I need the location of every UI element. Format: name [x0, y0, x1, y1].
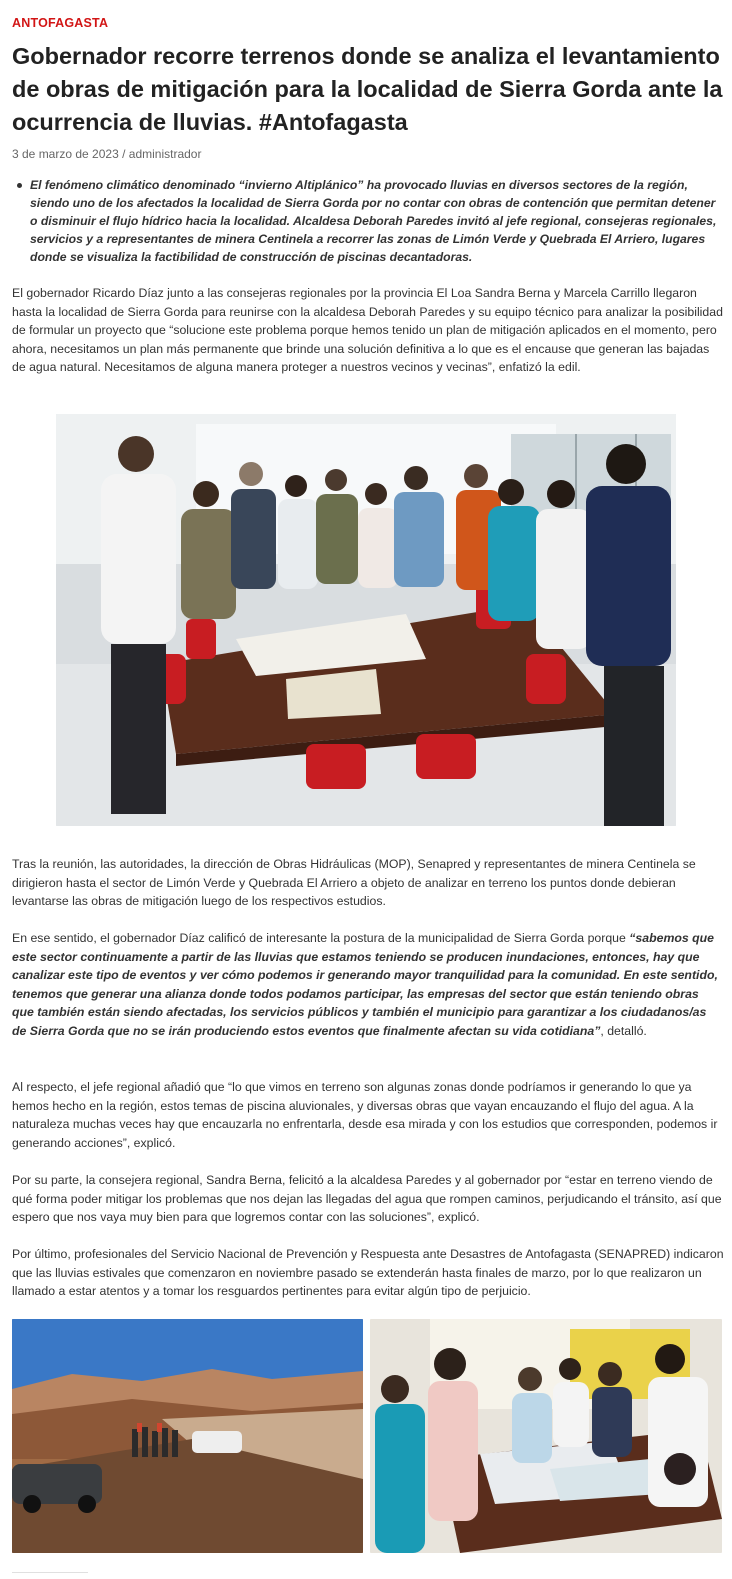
paragraph-4: Al respecto, el jefe regional añadió que “lo que vimos en terreno son algunas zonas donde podríamos ir generando lo que ya hemos hecho en la región, estos temas de piscina aluvionales, y diversas obras que vayan encauzando el flujo del agua. A la naturaleza muchas veces hay que encauzarla no enfrentarla, desde esa mirada y con los estudios que corresponden, podemos ir generando acciones”, explicó. [12, 1080, 718, 1150]
paragraph-3 [12, 929, 724, 1040]
paragraph-1: El gobernador Ricardo Díaz junto a las consejeras regionales por la provincia El Loa Sandra Berna y Marcela Carrillo llegaron hasta la localidad de Sierra Gorda para reunirse con la alcaldesa Deborah Paredes y su equipo técnico para analizar la posibilidad de formular un proyecto que “solucione este problema porque hemos tenido un plan de mitigación aplicados en el momento, pero ahora, necesitamos un plan más permanente que brinde una solución definitiva a lo que es el encause que generan las bajadas de agua natural. Necesitamos de alguna manera proteger a nuestros vecinos y vecinas”, enfatizó la edil. [12, 286, 723, 374]
paragraph-5: Por su parte, la consejera regional, Sandra Berna, felicitó a la alcaldesa Paredes y al gobernador por “estar en terreno viendo de qué forma poder mitigar los problemas que nos dejan las llegadas del agua que rompen caminos, perjudicando el tránsito, así que espero que nos vaya muy bien para que logremos contar con las soluciones”, explicó. [12, 1173, 722, 1224]
paragraph-6: Por último, profesionales del Servicio Nacional de Prevención y Respuesta ante Desastres de Antofagasta (SENAPRED) indicaron que las lluvias estivales que comenzaron en noviembre pasado se extenderán hasta finales de marzo, por lo que realizaron un llamado a estar atentos y a tomar los resguardos pertinentes para evitar algún tipo de perjuicio. [12, 1247, 724, 1298]
desert-site-photo [12, 1319, 363, 1553]
article-date[interactable]: 3 de marzo de 2023 [12, 147, 119, 161]
desert-site-illustration [12, 1319, 363, 1553]
paragraph-2: Tras la reunión, las autoridades, la dirección de Obras Hidráulicas (MOP), Senapred y representantes de minera Centinela se dirigieron hasta el sector de Limón Verde y Quebrada El Arriero a objeto de analizar en terreno los puntos donde debieran levantarse las obras de mitigación luego de los respectivos estudios. [12, 857, 696, 908]
meeting-photo [56, 414, 676, 826]
meta-separator: / [118, 147, 129, 161]
map-review-photo [370, 1319, 722, 1553]
article-author[interactable]: administrador [128, 147, 202, 161]
article-title: Gobernador recorre terrenos donde se analiza el levantamiento de obras de mitigación para la localidad de Sierra Gorda ante la ocurrencia de lluvias. #Antofagasta [12, 43, 723, 135]
paragraph-3-outro: , detalló. [600, 1023, 647, 1038]
article-meta [12, 147, 201, 161]
map-review-illustration [370, 1319, 722, 1553]
governor-quote: “sabemos que este sector continuamente a partir de las lluvias que estamos teniendo se producen inundaciones, entonces, hay que canalizar este tipo de eventos y ver cómo podemos ir generando mayor tranquilidad para la comunidad. En este sentido, tenemos que generar una alianza donde todos podamos participar, las empresas del sector que están teniendo obras que también están siendo afectadas, los servicios públicos y también el municipio para garantizar a los ciudadanos/as de Sierra Gorda que no se irán produciendo estos eventos que finalmente afectan su vida cotidiana” [12, 931, 718, 1038]
category-link[interactable]: ANTOFAGASTA [12, 16, 109, 30]
summary-item: El fenómeno climático denominado “invierno Altiplánico” ha provocado lluvias en diversos sectores de la región, siendo uno de los afectados la localidad de Sierra Gorda por no contar con obras de contención que permitan detener o disminuir el flujo hídrico hacia la localidad. Alcaldesa Deborah Paredes invitó al jefe regional, consejeras regionales, servicios y a representantes de minera Centinela a recorrer las zonas de Limón Verde y Quebrada El Arriero, lugares donde se visualiza la factibilidad de construcción de piscinas decantadoras. [16, 176, 722, 266]
meeting-photo-illustration [56, 414, 676, 826]
summary-list [16, 176, 722, 266]
bottom-divider [12, 1572, 88, 1573]
paragraph-3-intro: En ese sentido, el gobernador Díaz calificó de interesante la postura de la municipalidad de Sierra Gorda porque [12, 931, 630, 945]
